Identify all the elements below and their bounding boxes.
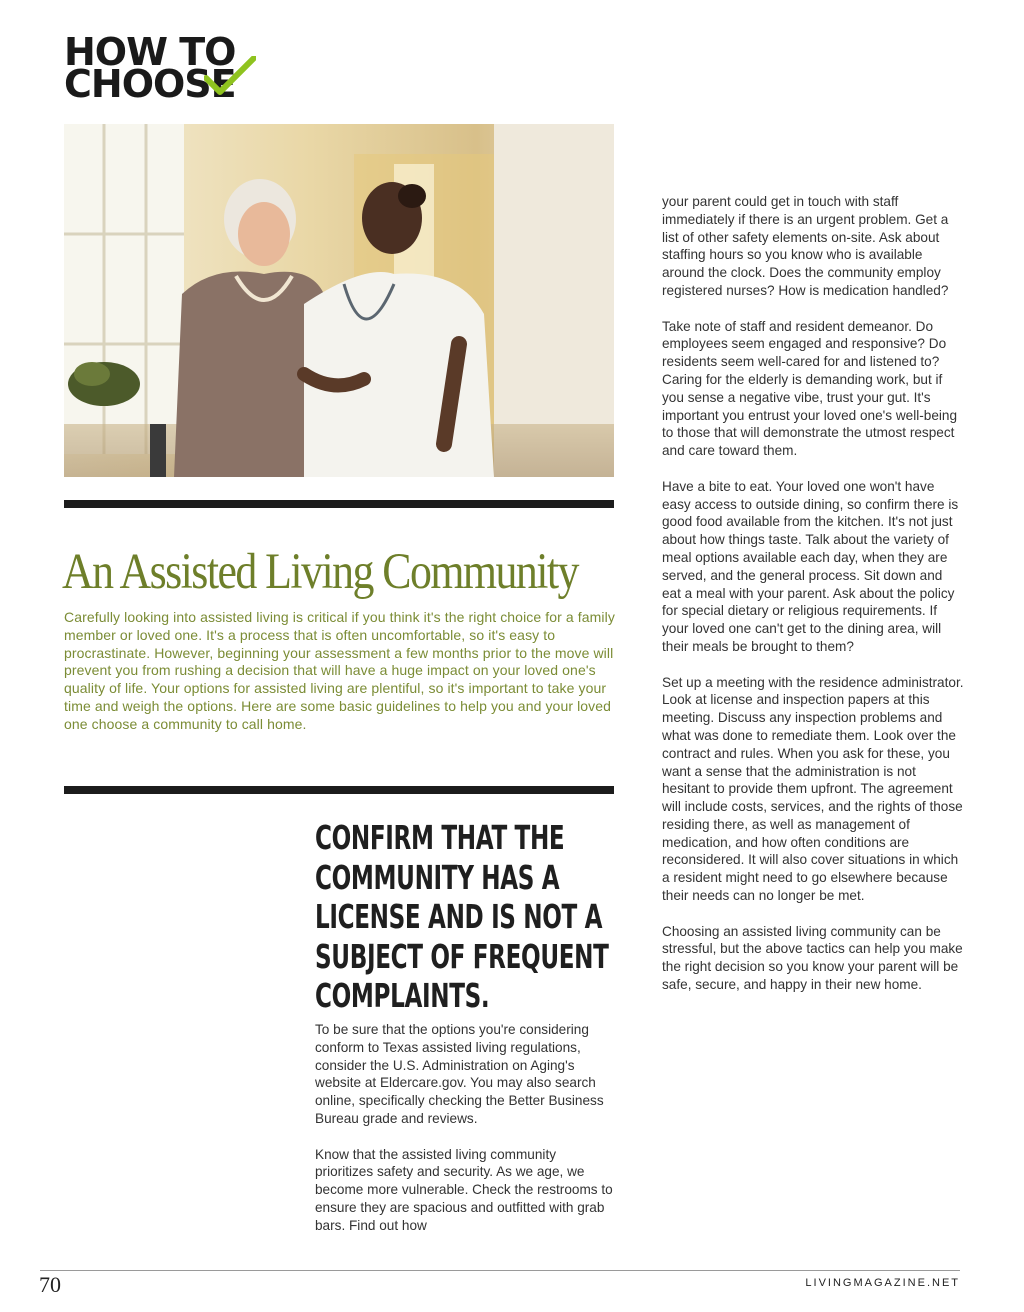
footer-divider xyxy=(40,1270,960,1271)
body-paragraph: Take note of staff and resident demeanor. Do employees seem engaged and responsive? Do residents seem well-cared for and listened to? Caring for the elderly is demanding work, but if you sense a negative vibe, trust your gut. It's important you entrust your loved one's well-being to those that will demonstrate the utmost respect and care toward them. xyxy=(662,318,958,459)
logo-line-2: CHOOSE xyxy=(64,62,236,106)
body-paragraph: To be sure that the options you're considering conform to Texas assisted living regulations, consider the U.S. Administration on Aging's website at Eldercare.gov. You may also search online, specifically checking the Better Business Bureau grade and reviews. xyxy=(315,1022,604,1126)
bottom-rule xyxy=(64,786,614,794)
hero-photo xyxy=(64,124,614,477)
body-paragraph: your parent could get in touch with staff immediately if there is an urgent problem. Get a list of other safety elements on-site. Ask about staffing hours so you know who is available around the clock. Does the community employ registered nurses? How is medication handled? xyxy=(662,194,949,298)
article-headline: An Assisted Living Community xyxy=(62,544,578,600)
page-number: 70 xyxy=(39,1272,61,1297)
intro-paragraph: Carefully looking into assisted living is critical if you think it's the right choice for a family member or loved one. It's a process that is often uncomfortable, so it's easy to procrastinate. However, beginning your assessment a few months prior to the move will prevent you from rushing a decision that will have a huge impact on your loved one's quality of life. Your options for assisted living are plentiful, so it's important to take your time and weigh the options. Here are some basic guidelines to help you and your loved one choose a community to call home. xyxy=(64,609,615,732)
left-column xyxy=(315,1021,613,1252)
body-paragraph: Set up a meeting with the residence administrator. Look at license and inspection papers at this meeting. Discuss any inspection problems and what was done to remediate them. Look over the contract and rules. When you ask for these, you want a sense that the administration is not hesitant to provide them upfront. The agreement will include costs, services, and the rights of those residing there, as well as management of medication, and how often conditions are reconsidered. It will also cover situations in which a resident might need to go elsewhere because their needs can no longer be met. xyxy=(662,674,964,904)
how-to-choose-logo xyxy=(64,30,296,106)
right-column xyxy=(662,193,964,1012)
body-paragraph: Have a bite to eat. Your loved one won't have easy access to outside dining, so confirm there is good food available from the kitchen. It's not just about how things taste. Talk about the variety of meal options available each day, when they are served, and the general process. Sit down and eat a meal with your parent. Ask about the policy for special dietary or religious requirements. If your loved one can't get to the dining area, will their meals be brought to them? xyxy=(662,478,959,654)
checkmark-icon xyxy=(204,56,256,100)
logo-line-1: HOW TO xyxy=(64,30,236,74)
top-rule xyxy=(64,500,614,508)
body-paragraph: Choosing an assisted living community can be stressful, but the above tactics can help you make the right decision so you know your parent will be safe, secure, and happy in their new home. xyxy=(662,923,963,993)
section-title: CONFIRM THAT THE COMMUNITY HAS A LICENSE AND IS NOT A SUBJECT OF FREQUENT COMPLAINTS. xyxy=(315,818,609,1015)
body-paragraph: Know that the assisted living community prioritizes safety and security. As we age, we become more vulnerable. Check the restrooms to ensure they are spacious and outfitted with grab bars. Find out how xyxy=(315,1146,613,1233)
photo-illustration xyxy=(64,124,614,477)
site-url: LIVINGMAGAZINE.NET xyxy=(805,1277,960,1289)
